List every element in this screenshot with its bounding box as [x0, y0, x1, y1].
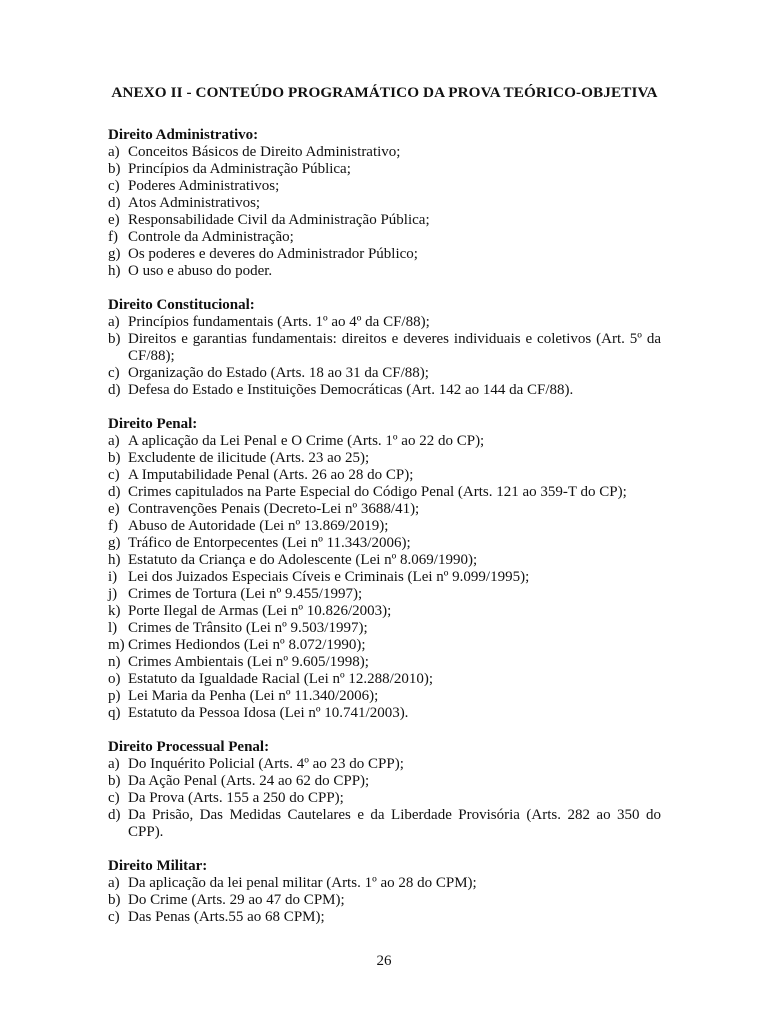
item-marker: a)	[108, 875, 120, 891]
list-item	[108, 654, 661, 671]
item-list	[108, 875, 661, 926]
item-text: Atos Administrativos;	[128, 195, 261, 211]
list-item	[108, 314, 661, 331]
item-marker: c)	[108, 467, 120, 483]
list-item	[108, 501, 661, 518]
list-item	[108, 161, 661, 178]
list-item	[108, 178, 661, 195]
item-text: Organização do Estado (Arts. 18 ao 31 da CF/88);	[128, 365, 429, 381]
item-marker: d)	[108, 807, 121, 823]
list-item	[108, 552, 661, 569]
list-item	[108, 756, 661, 773]
section	[108, 127, 661, 280]
item-list	[108, 756, 661, 841]
item-text: Da aplicação da lei penal militar (Arts. 1º ao 28 do CPM);	[128, 875, 477, 891]
item-marker: k)	[108, 603, 121, 619]
document-title: ANEXO II - CONTEÚDO PROGRAMÁTICO DA PROVA TEÓRICO-OBJETIVA	[111, 84, 658, 101]
item-marker: a)	[108, 433, 120, 449]
section	[108, 858, 661, 926]
item-text: Crimes capitulados na Parte Especial do Código Penal (Arts. 121 ao 359-T do CP);	[128, 484, 627, 500]
section	[108, 416, 661, 722]
item-marker: c)	[108, 909, 120, 925]
list-item	[108, 875, 661, 892]
item-text: Os poderes e deveres do Administrador Público;	[128, 246, 418, 262]
list-item	[108, 892, 661, 909]
item-text: Crimes Ambientais (Lei nº 9.605/1998);	[128, 654, 369, 670]
item-text: Porte Ilegal de Armas (Lei nº 10.826/2003);	[128, 603, 392, 619]
item-text: Poderes Administrativos;	[128, 178, 280, 194]
item-marker: j)	[108, 586, 118, 602]
item-marker: d)	[108, 382, 121, 398]
item-marker: b)	[108, 331, 121, 347]
list-item	[108, 331, 661, 365]
list-item	[108, 365, 661, 382]
item-marker: a)	[108, 144, 120, 160]
item-text: Responsabilidade Civil da Administração Pública;	[128, 212, 430, 228]
item-marker: o)	[108, 671, 121, 687]
item-marker: a)	[108, 756, 120, 772]
item-text: Estatuto da Pessoa Idosa (Lei nº 10.741/2003).	[128, 705, 409, 721]
list-item	[108, 535, 661, 552]
item-text: Lei Maria da Penha (Lei nº 11.340/2006);	[128, 688, 379, 704]
item-list	[108, 314, 661, 399]
list-item	[108, 671, 661, 688]
item-text: Lei dos Juizados Especiais Cíveis e Criminais (Lei nº 9.099/1995);	[128, 569, 530, 585]
list-item	[108, 620, 661, 637]
item-marker: n)	[108, 654, 121, 670]
list-item	[108, 807, 661, 841]
list-item	[108, 212, 661, 229]
list-item	[108, 229, 661, 246]
item-marker: i)	[108, 569, 118, 585]
list-item	[108, 484, 661, 501]
item-text: Crimes de Tortura (Lei nº 9.455/1997);	[128, 586, 363, 602]
item-marker: f)	[108, 229, 118, 245]
item-text: A Imputabilidade Penal (Arts. 26 ao 28 do CP);	[128, 467, 414, 483]
item-text: Abuso de Autoridade (Lei nº 13.869/2019);	[128, 518, 389, 534]
list-item	[108, 773, 661, 790]
item-marker: d)	[108, 484, 121, 500]
item-marker: q)	[108, 705, 121, 721]
item-marker: a)	[108, 314, 120, 330]
item-text: Da Prisão, Das Medidas Cautelares e da Liberdade Provisória (Arts. 282 ao 350 do CPP).	[128, 807, 661, 840]
list-item	[108, 467, 661, 484]
item-marker: l)	[108, 620, 118, 636]
document-page	[108, 84, 661, 943]
list-item	[108, 195, 661, 212]
item-marker: e)	[108, 501, 120, 517]
item-text: Direitos e garantias fundamentais: direitos e deveres individuais e coletivos (Art. 5º da CF/88);	[128, 331, 661, 364]
list-item	[108, 263, 661, 280]
item-text: Princípios da Administração Pública;	[128, 161, 351, 177]
page-number: 26	[376, 953, 392, 969]
item-marker: d)	[108, 195, 121, 211]
list-item	[108, 705, 661, 722]
item-text: Controle da Administração;	[128, 229, 294, 245]
item-text: O uso e abuso do poder.	[128, 263, 273, 279]
item-marker: b)	[108, 450, 121, 466]
item-list	[108, 433, 661, 722]
item-text: Da Prova (Arts. 155 a 250 do CPP);	[128, 790, 344, 806]
item-marker: m)	[108, 637, 125, 653]
item-marker: b)	[108, 773, 121, 789]
item-text: Crimes Hediondos (Lei nº 8.072/1990);	[128, 637, 366, 653]
item-marker: b)	[108, 161, 121, 177]
list-item	[108, 637, 661, 654]
section-heading: Direito Militar:	[108, 858, 208, 874]
sections-container	[108, 127, 661, 926]
section	[108, 297, 661, 399]
item-text: A aplicação da Lei Penal e O Crime (Arts. 1º ao 22 do CP);	[128, 433, 485, 449]
item-marker: f)	[108, 518, 118, 534]
list-item	[108, 246, 661, 263]
item-marker: h)	[108, 552, 121, 568]
item-text: Do Inquérito Policial (Arts. 4º ao 23 do CPP);	[128, 756, 404, 772]
item-marker: h)	[108, 263, 121, 279]
list-item	[108, 518, 661, 535]
list-item	[108, 382, 661, 399]
item-marker: g)	[108, 535, 121, 551]
item-marker: p)	[108, 688, 121, 704]
item-text: Tráfico de Entorpecentes (Lei nº 11.343/2006);	[128, 535, 411, 551]
list-item	[108, 450, 661, 467]
item-marker: c)	[108, 365, 120, 381]
item-list	[108, 144, 661, 280]
item-text: Da Ação Penal (Arts. 24 ao 62 do CPP);	[128, 773, 370, 789]
list-item	[108, 603, 661, 620]
item-text: Das Penas (Arts.55 ao 68 CPM);	[128, 909, 325, 925]
item-text: Crimes de Trânsito (Lei nº 9.503/1997);	[128, 620, 368, 636]
section-heading: Direito Constitucional:	[108, 297, 255, 313]
item-marker: e)	[108, 212, 120, 228]
list-item	[108, 144, 661, 161]
item-marker: g)	[108, 246, 121, 262]
list-item	[108, 790, 661, 807]
section-heading: Direito Administrativo:	[108, 127, 259, 143]
section-heading: Direito Processual Penal:	[108, 739, 270, 755]
item-text: Excludente de ilicitude (Arts. 23 ao 25);	[128, 450, 370, 466]
section-heading: Direito Penal:	[108, 416, 198, 432]
item-text: Defesa do Estado e Instituições Democráticas (Art. 142 ao 144 da CF/88).	[128, 382, 574, 398]
item-text: Do Crime (Arts. 29 ao 47 do CPM);	[128, 892, 345, 908]
item-text: Contravenções Penais (Decreto-Lei nº 3688/41);	[128, 501, 420, 517]
section	[108, 739, 661, 841]
list-item	[108, 688, 661, 705]
item-text: Conceitos Básicos de Direito Administrativo;	[128, 144, 401, 160]
list-item	[108, 569, 661, 586]
item-text: Estatuto da Criança e do Adolescente (Lei nº 8.069/1990);	[128, 552, 478, 568]
item-marker: b)	[108, 892, 121, 908]
item-text: Princípios fundamentais (Arts. 1º ao 4º da CF/88);	[128, 314, 430, 330]
list-item	[108, 433, 661, 450]
item-marker: c)	[108, 178, 120, 194]
item-text: Estatuto da Igualdade Racial (Lei nº 12.288/2010);	[128, 671, 433, 687]
list-item	[108, 909, 661, 926]
list-item	[108, 586, 661, 603]
item-marker: c)	[108, 790, 120, 806]
